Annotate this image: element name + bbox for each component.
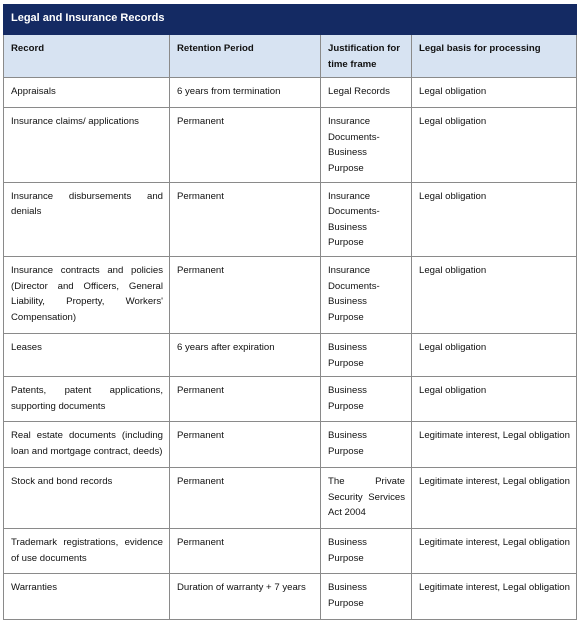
retention-cell: Permanent [170, 468, 321, 529]
justification-cell: Insurance Documents- Business Purpose [321, 256, 412, 333]
justification-cell: Business Purpose [321, 529, 412, 574]
justification-cell: Insurance Documents- Business Purpose [321, 182, 412, 256]
column-header-justification: Justification for time frame [321, 35, 412, 78]
table-row [4, 377, 577, 422]
record-cell: Insurance disbursements and denials [4, 182, 170, 256]
table-row [4, 422, 577, 468]
table-row [4, 108, 577, 182]
retention-cell: Permanent [170, 529, 321, 574]
justification-cell: Business Purpose [321, 422, 412, 468]
record-cell: Leases [4, 333, 170, 376]
column-header-retention-period: Retention Period [170, 35, 321, 78]
legal-insurance-records-table [3, 4, 577, 620]
retention-cell: Duration of warranty + 7 years [170, 574, 321, 620]
justification-cell: Business Purpose [321, 574, 412, 620]
retention-cell: Permanent [170, 256, 321, 333]
justification-cell: Business Purpose [321, 377, 412, 422]
legal-basis-cell: Legitimate interest, Legal obligation [412, 422, 577, 468]
column-header-record: Record [4, 35, 170, 78]
table-row [4, 574, 577, 620]
justification-cell: Legal Records [321, 78, 412, 108]
justification-cell: The Private Security Services Act 2004 [321, 468, 412, 529]
record-cell: Insurance contracts and policies (Director and Officers, General Liability, Property, Workers' Compensation) [4, 256, 170, 333]
legal-basis-cell: Legitimate interest, Legal obligation [412, 574, 577, 620]
retention-cell: 6 years after expiration [170, 333, 321, 376]
legal-basis-cell: Legitimate interest, Legal obligation [412, 468, 577, 529]
column-header-legal-basis: Legal basis for processing [412, 35, 577, 78]
table-row [4, 78, 577, 108]
legal-basis-cell: Legal obligation [412, 182, 577, 256]
record-cell: Real estate documents (including loan and mortgage contract, deeds) [4, 422, 170, 468]
justification-cell: Business Purpose [321, 333, 412, 376]
record-cell: Patents, patent applications, supporting documents [4, 377, 170, 422]
record-cell: Appraisals [4, 78, 170, 108]
legal-basis-cell: Legal obligation [412, 333, 577, 376]
table-row [4, 468, 577, 529]
retention-cell: 6 years from termination [170, 78, 321, 108]
table-row [4, 256, 577, 333]
retention-cell: Permanent [170, 422, 321, 468]
table-header-row [4, 35, 577, 78]
justification-cell: Insurance Documents- Business Purpose [321, 108, 412, 182]
legal-basis-cell: Legal obligation [412, 377, 577, 422]
legal-basis-cell: Legitimate interest, Legal obligation [412, 529, 577, 574]
legal-basis-cell: Legal obligation [412, 108, 577, 182]
record-cell: Insurance claims/ applications [4, 108, 170, 182]
record-cell: Warranties [4, 574, 170, 620]
retention-cell: Permanent [170, 108, 321, 182]
table-title-row [4, 5, 577, 35]
table-row [4, 182, 577, 256]
records-table-container [3, 4, 576, 620]
legal-basis-cell: Legal obligation [412, 78, 577, 108]
table-title: Legal and Insurance Records [4, 5, 577, 35]
table-row [4, 333, 577, 376]
legal-basis-cell: Legal obligation [412, 256, 577, 333]
table-row [4, 529, 577, 574]
retention-cell: Permanent [170, 377, 321, 422]
record-cell: Stock and bond records [4, 468, 170, 529]
retention-cell: Permanent [170, 182, 321, 256]
record-cell: Trademark registrations, evidence of use documents [4, 529, 170, 574]
